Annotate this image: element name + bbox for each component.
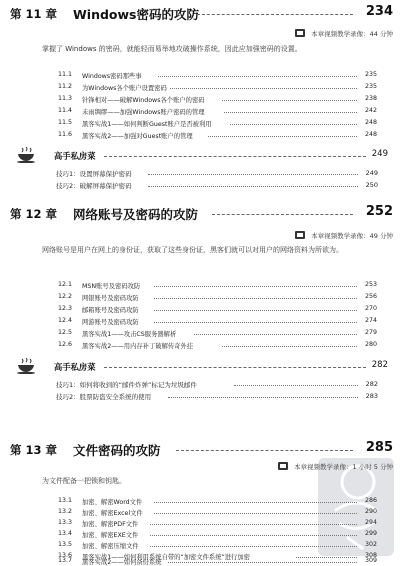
entry-page: 235 bbox=[364, 71, 377, 78]
entry-title: 加密、解密Excel文件 bbox=[82, 510, 143, 517]
toc-entry[interactable] bbox=[58, 328, 377, 339]
chapter-header bbox=[10, 4, 393, 24]
entry-number: 13.1 bbox=[58, 497, 73, 504]
chapter-12 bbox=[0, 204, 405, 432]
expert-section-title: 高手私房菜 bbox=[54, 362, 96, 372]
entry-title: 为Windows各个账户设置密码 bbox=[82, 85, 167, 92]
chapter-rule bbox=[176, 450, 353, 451]
expert-section-title: 高手私房菜 bbox=[54, 151, 96, 161]
entry-number: 12.1 bbox=[58, 281, 73, 288]
leader-dots bbox=[154, 502, 357, 503]
entry-number: 11.6 bbox=[58, 131, 73, 138]
leader-dots bbox=[222, 100, 357, 101]
toc-entry[interactable] bbox=[58, 540, 377, 551]
entry-title: 黑客实战2——如何备份系统 bbox=[82, 559, 162, 566]
toc-entry[interactable] bbox=[58, 340, 377, 351]
tip-entry[interactable] bbox=[56, 379, 378, 390]
toc-entry[interactable] bbox=[58, 529, 377, 540]
entry-page: 280 bbox=[364, 341, 377, 348]
toc-entry[interactable] bbox=[58, 558, 377, 566]
entry-title: 黑客实战2——用内存补丁破解传奇外挂 bbox=[82, 343, 194, 350]
tip-entry[interactable] bbox=[56, 168, 378, 179]
toc-entry[interactable] bbox=[58, 118, 377, 129]
leader-dots bbox=[150, 535, 357, 536]
entry-page: 308 bbox=[364, 552, 377, 559]
entry-number: 13.7 bbox=[58, 557, 73, 564]
tip-title: 技巧1：设置屏幕保护密码 bbox=[56, 170, 132, 178]
chapter-title: Windows密码的攻防 bbox=[73, 7, 199, 22]
video-duration bbox=[278, 462, 393, 474]
entry-title: 加密、解密PDF文件 bbox=[82, 521, 139, 528]
leader-dots bbox=[168, 562, 357, 563]
entry-title: 黑客实战1——如何利用系统自带的“加密文件系统”进行加密 bbox=[82, 554, 250, 561]
section-rule bbox=[104, 156, 366, 157]
entry-number: 13.5 bbox=[58, 541, 73, 548]
chapter-number: 第 11 章 bbox=[10, 7, 58, 21]
chapter-page: 234 bbox=[365, 4, 393, 19]
entry-title: 加密、解密压缩文件 bbox=[82, 543, 139, 550]
toc-entry[interactable] bbox=[58, 94, 377, 105]
entry-number: 13.6 bbox=[58, 552, 73, 559]
chapter-intro: 网络账号是用户在网上的身份证，获取了这些身份证，黑客们就可以对用户的网络资料为所欲为。 bbox=[42, 246, 343, 254]
teacup-icon bbox=[16, 358, 36, 374]
video-duration-text: 本章视频教学录像：49 分钟 bbox=[311, 232, 393, 240]
entry-title: 黑客实战1——如何判断Guest账户是否被利用 bbox=[82, 121, 212, 128]
entry-page: 235 bbox=[364, 83, 377, 90]
entry-number: 13.3 bbox=[58, 519, 73, 526]
video-duration-text: 本章视频教学录像：1 小时 5 分钟 bbox=[294, 463, 393, 471]
leader-dots bbox=[148, 174, 358, 175]
tip-title: 技巧1：如何将收到的“邮件炸弹”标记为垃圾邮件 bbox=[56, 381, 197, 389]
leader-dots bbox=[154, 286, 357, 287]
toc-entry[interactable] bbox=[58, 82, 377, 93]
video-duration-text: 本章视频教学录像：44 分钟 bbox=[311, 30, 393, 38]
chapter-header bbox=[10, 440, 393, 460]
entry-page: 253 bbox=[364, 281, 377, 288]
entry-page: 270 bbox=[364, 305, 377, 312]
entry-title: 加密、解密EXE文件 bbox=[82, 532, 139, 539]
entry-number: 12.4 bbox=[58, 317, 73, 324]
entry-page: 290 bbox=[364, 508, 377, 515]
chapter-rule bbox=[197, 14, 353, 15]
toc-entry[interactable] bbox=[58, 304, 377, 315]
tip-title: 技巧2：破解屏幕保护密码 bbox=[56, 182, 132, 190]
chapter-page: 252 bbox=[365, 204, 393, 219]
leader-dots bbox=[168, 397, 358, 398]
leader-dots bbox=[222, 346, 357, 347]
leader-dots bbox=[170, 88, 357, 89]
entry-number: 11.1 bbox=[58, 71, 73, 78]
chapter-intro: 掌握了 Windows 的密码，就能轻而易举地攻破操作系统，因此应加强密码的设置。 bbox=[42, 45, 302, 53]
entry-title: 针锋相对——破解Windows各个账户的密码 bbox=[82, 97, 205, 104]
chapter-intro: 为文件配备一把锁和钥匙。 bbox=[42, 477, 126, 485]
chapter-page: 285 bbox=[365, 440, 393, 455]
entry-number: 12.2 bbox=[58, 293, 73, 300]
toc-entry[interactable] bbox=[58, 507, 377, 518]
entry-page: 238 bbox=[364, 95, 377, 102]
entry-page: 248 bbox=[364, 131, 377, 138]
toc-entry[interactable] bbox=[58, 496, 377, 507]
entry-title: 黑客实战1——攻击CS服务器解析 bbox=[82, 331, 177, 338]
leader-dots bbox=[158, 76, 357, 77]
chapter-title: 网络账号及密码的攻防 bbox=[73, 207, 199, 222]
entry-number: 13.4 bbox=[58, 530, 73, 537]
leader-dots bbox=[154, 513, 357, 514]
leader-dots bbox=[154, 310, 357, 311]
leader-dots bbox=[208, 136, 357, 137]
tip-title: 技巧2：股票防盗安全系统的使用 bbox=[56, 393, 152, 401]
entry-page: 242 bbox=[364, 107, 377, 114]
video-camera-icon bbox=[278, 462, 288, 470]
tip-entry[interactable] bbox=[56, 180, 378, 191]
toc-entry[interactable] bbox=[58, 518, 377, 529]
entry-number: 11.3 bbox=[58, 95, 73, 102]
toc-entry[interactable] bbox=[58, 106, 377, 117]
expert-section-page: 282 bbox=[371, 360, 388, 370]
video-camera-icon bbox=[295, 29, 305, 37]
entry-number: 13.2 bbox=[58, 508, 73, 515]
entry-title: 未雨绸缪——加强Windows账户密码的管理 bbox=[82, 109, 205, 116]
expert-section bbox=[8, 358, 396, 374]
entry-page: 309 bbox=[364, 557, 377, 564]
entry-page: 286 bbox=[364, 497, 377, 504]
leader-dots bbox=[150, 546, 357, 547]
leader-dots bbox=[150, 524, 357, 525]
teacup-icon bbox=[16, 147, 36, 163]
entry-page: 299 bbox=[364, 530, 377, 537]
tip-page: 282 bbox=[365, 380, 378, 388]
chapter-number: 第 13 章 bbox=[10, 443, 58, 457]
entry-page: 256 bbox=[364, 293, 377, 300]
tip-entry[interactable] bbox=[56, 391, 378, 402]
tip-page: 249 bbox=[365, 169, 378, 177]
entry-title: 网游账号及密码攻防 bbox=[82, 319, 139, 326]
entry-number: 11.2 bbox=[58, 83, 73, 90]
chapter-rule bbox=[212, 214, 353, 215]
expert-section-page: 249 bbox=[371, 149, 388, 159]
chapter-title: 文件密码的攻防 bbox=[73, 443, 161, 458]
leader-dots bbox=[148, 186, 358, 187]
entry-number: 12.5 bbox=[58, 329, 73, 336]
entry-number: 12.3 bbox=[58, 305, 73, 312]
leader-dots bbox=[224, 112, 357, 113]
toc-entry[interactable] bbox=[58, 316, 377, 327]
entry-number: 11.5 bbox=[58, 119, 73, 126]
entry-number: 11.4 bbox=[58, 107, 73, 114]
toc-entry[interactable] bbox=[58, 292, 377, 303]
toc-entry[interactable] bbox=[58, 130, 377, 141]
entry-title: 黑客实战2——加强对Guest账户的管理 bbox=[82, 133, 193, 140]
entry-number: 12.6 bbox=[58, 341, 73, 348]
toc-entry[interactable] bbox=[58, 70, 377, 81]
leader-dots bbox=[230, 124, 357, 125]
leader-dots bbox=[154, 322, 357, 323]
leader-dots bbox=[154, 298, 357, 299]
tip-page: 283 bbox=[365, 392, 378, 400]
chapter-13 bbox=[0, 440, 405, 566]
toc-entry[interactable] bbox=[58, 280, 377, 291]
leader-dots bbox=[234, 385, 358, 386]
expert-section bbox=[8, 147, 396, 163]
entry-page: 302 bbox=[364, 541, 377, 548]
entry-title: 邮箱账号及密码攻防 bbox=[82, 307, 139, 314]
leader-dots bbox=[194, 334, 357, 335]
entry-title: MSN账号及密码攻防 bbox=[82, 283, 141, 290]
section-rule bbox=[104, 367, 366, 368]
chapter-11 bbox=[0, 4, 405, 194]
entry-page: 294 bbox=[364, 519, 377, 526]
entry-title: Windows密码那些事 bbox=[82, 73, 142, 80]
chapter-header bbox=[10, 204, 393, 224]
video-duration bbox=[295, 29, 393, 41]
video-camera-icon bbox=[295, 231, 305, 239]
entry-page: 274 bbox=[364, 317, 377, 324]
entry-title: 网银账号及密码攻防 bbox=[82, 295, 139, 302]
entry-page: 248 bbox=[364, 119, 377, 126]
entry-title: 加密、解密Word文件 bbox=[82, 499, 143, 506]
video-duration bbox=[295, 231, 393, 243]
chapter-number: 第 12 章 bbox=[10, 207, 58, 221]
tip-page: 250 bbox=[365, 181, 378, 189]
entry-page: 279 bbox=[364, 329, 377, 336]
